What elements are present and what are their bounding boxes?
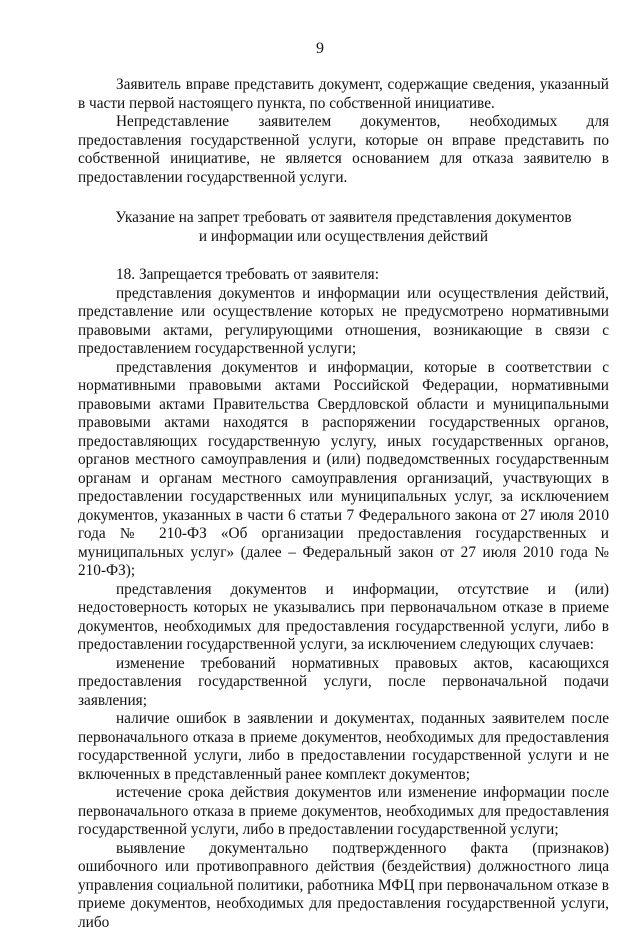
paragraph: Непредставление заявителем документов, необходимых для предоставления государственной услуги, которые он вправе представить по собственной инициативе, не является основанием для отказа заявителю в предоставлении государственной услуги.	[78, 113, 609, 187]
paragraph: Заявитель вправе представить документ, содержащие сведения, указанный в части первой настоящего пункта, по собственной инициативе.	[78, 76, 609, 113]
section-heading-line: и информации или осуществления действий	[78, 228, 609, 247]
page-number: 9	[0, 40, 640, 58]
paragraph: представления документов и информации или осуществления действий, представление или осуществление которых не предусмотрено нормативными правовыми актами, регулирующими отношения, возникающие в связи с предоставлением государственной услуги;	[78, 285, 609, 359]
section-heading-line: Указание на запрет требовать от заявителя представления документов	[78, 209, 609, 228]
paragraph: изменение требований нормативных правовых актов, касающихся предоставления государственной услуги, после первоначальной подачи заявления;	[78, 655, 609, 711]
paragraph: представления документов и информации, отсутствие и (или) недостоверность которых не указывались при первоначальном отказе в приеме документов, необходимых для предоставления государственной услуги, либо в предоставлении государственной услуги, за исключением следующих случаев:	[78, 581, 609, 655]
section-heading	[78, 209, 609, 246]
paragraph: представления документов и информации, которые в соответствии с нормативными правовыми актами Российской Федерации, нормативными правовыми актами Правительства Свердловской области и муниципальными правовыми актами находятся в распоряжении государственных органов, предоставляющих государственную услугу, иных государственных органов, органов местного самоуправления и (или) подведомственных государственным органам и органам местного самоуправления организаций, участвующих в предоставлении государственных или муниципальных услуг, за исключением документов, указанных в части 6 статьи 7 Федерального закона от 27 июля 2010 года № 210-ФЗ «Об организации предоставления государственных и муниципальных услуг» (далее – Федеральный закон от 27 июля 2010 года № 210-ФЗ);	[78, 359, 609, 581]
clause-intro: 18. Запрещается требовать от заявителя:	[78, 266, 609, 285]
page-content	[78, 76, 609, 932]
paragraph: наличие ошибок в заявлении и документах, поданных заявителем после первоначального отказа в приеме документов, необходимых для предоставления государственной услуги, либо в предоставлении государственной услуги и не включенных в представленный ранее комплект документов;	[78, 710, 609, 784]
paragraph: истечение срока действия документов или изменение информации после первоначального отказа в приеме документов, необходимых для предоставления государственной услуги, либо в предоставлении государственной услуги;	[78, 784, 609, 840]
paragraph: выявление документально подтвержденного факта (признаков) ошибочного или противоправного действия (бездействия) должностного лица управления социальной политики, работника МФЦ при первоначальном отказе в приеме документов, необходимых для предоставления государственной услуги, либо	[78, 840, 609, 932]
